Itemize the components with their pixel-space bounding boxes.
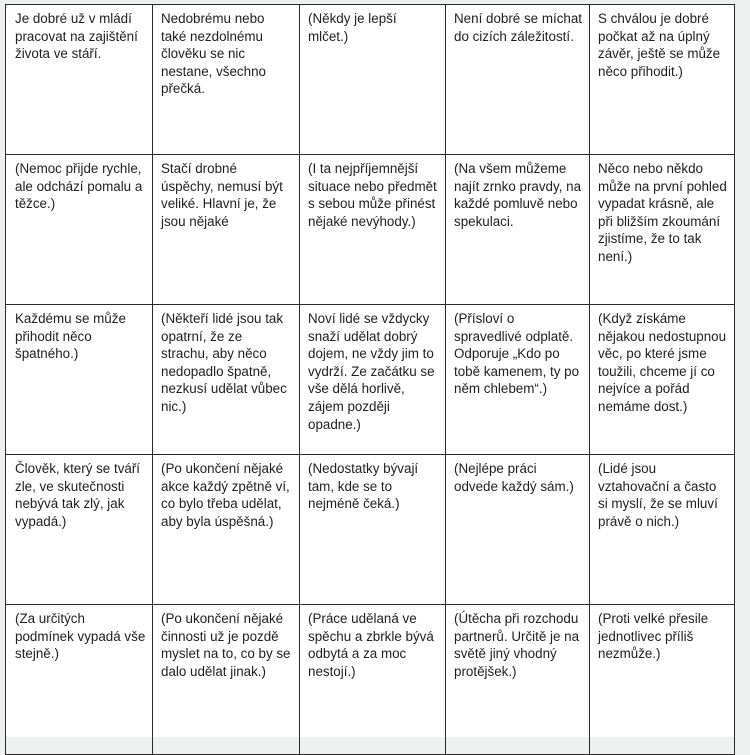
- table-cell: (Přísloví o spravedlivé odplatě. Odporuje „Kdo po tobě kamenem, ty po něm chlebem“.): [446, 305, 590, 455]
- table-cell: (Za určitých podmínek vypadá vše stejně.): [6, 605, 153, 755]
- table-cell: Něco nebo někdo může na první pohled vypadat krásně, ale při bližším zkoumání zjistíme, že to tak není.): [590, 155, 735, 305]
- table-cell: Není dobré se míchat do cizích záležitostí.: [446, 5, 590, 155]
- proverb-grid: [5, 4, 735, 755]
- table-cell: (Na všem můžeme najít zrnko pravdy, na každé pomluvě nebo spekulaci.: [446, 155, 590, 305]
- table-cell: (Nemoc přijde rychle, ale odchází pomalu a těžce.): [6, 155, 153, 305]
- table-cell: Každému se může přihodit něco špatného.): [6, 305, 153, 455]
- page-margin: [738, 0, 750, 750]
- table-row: [6, 455, 735, 605]
- table-cell: Člověk, který se tváří zle, ve skutečnosti nebývá tak zlý, jak vypadá.): [6, 455, 153, 605]
- table-cell: Stačí drobné úspěchy, nemusí být veliké. Hlavní je, že jsou nějaké: [153, 155, 300, 305]
- table-cell: (Někdy je lepší mlčet.): [300, 5, 446, 155]
- table-row: [6, 5, 735, 155]
- table-cell: (Po ukončení nějaké akce každý zpětně ví, co bylo třeba udělat, aby byla úspěšná.): [153, 455, 300, 605]
- table-cell: (Po ukončení nějaké činnosti už je pozdě myslet na to, co by se dalo udělat jinak.): [153, 605, 300, 755]
- table-cell: (Útěcha při rozchodu partnerů. Určitě je na světě jiný vhodný protějšek.): [446, 605, 590, 755]
- table-row: [6, 155, 735, 305]
- table-cell: (Práce udělaná ve spěchu a zbrkle bývá odbytá a za moc nestojí.): [300, 605, 446, 755]
- table-cell: S chválou je dobré počkat až na úplný závěr, ještě se může něco přihodit.): [590, 5, 735, 155]
- table-cell: Noví lidé se vždycky snaží udělat dobrý dojem, ne vždy jim to vydrží. Ze začátku se vše dělá horlivě, zájem později opadne.): [300, 305, 446, 455]
- table-cell: Je dobré už v mládí pracovat na zajištění života ve stáří.: [6, 5, 153, 155]
- table-cell: (Lidé jsou vztahovační a často si myslí, že se mluví právě o nich.): [590, 455, 735, 605]
- table-cell: (I ta nejpříjemnější situace nebo předmět s sebou může přinést nějaké nevýhody.): [300, 155, 446, 305]
- table-row: [6, 605, 735, 755]
- table-cell: (Když získáme nějakou nedostupnou věc, po které jsme toužili, chceme jí co nejvíce a pořád nemáme dost.): [590, 305, 735, 455]
- table-cell: (Proti velké přesile jednotlivec příliš nezmůže.): [590, 605, 735, 755]
- table-cell: (Nedostatky bývají tam, kde se to nejméně čeká.): [300, 455, 446, 605]
- table-row: [6, 305, 735, 455]
- proverb-meaning-table: [5, 4, 734, 737]
- table-cell: (Někteří lidé jsou tak opatrní, že ze strachu, aby něco nedopadlo špatně, nezkusí udělat vůbec nic.): [153, 305, 300, 455]
- table-cell: Nedobrému nebo také nezdolnému člověku se nic nestane, všechno přečká.: [153, 5, 300, 155]
- table-cell: (Nejlépe práci odvede každý sám.): [446, 455, 590, 605]
